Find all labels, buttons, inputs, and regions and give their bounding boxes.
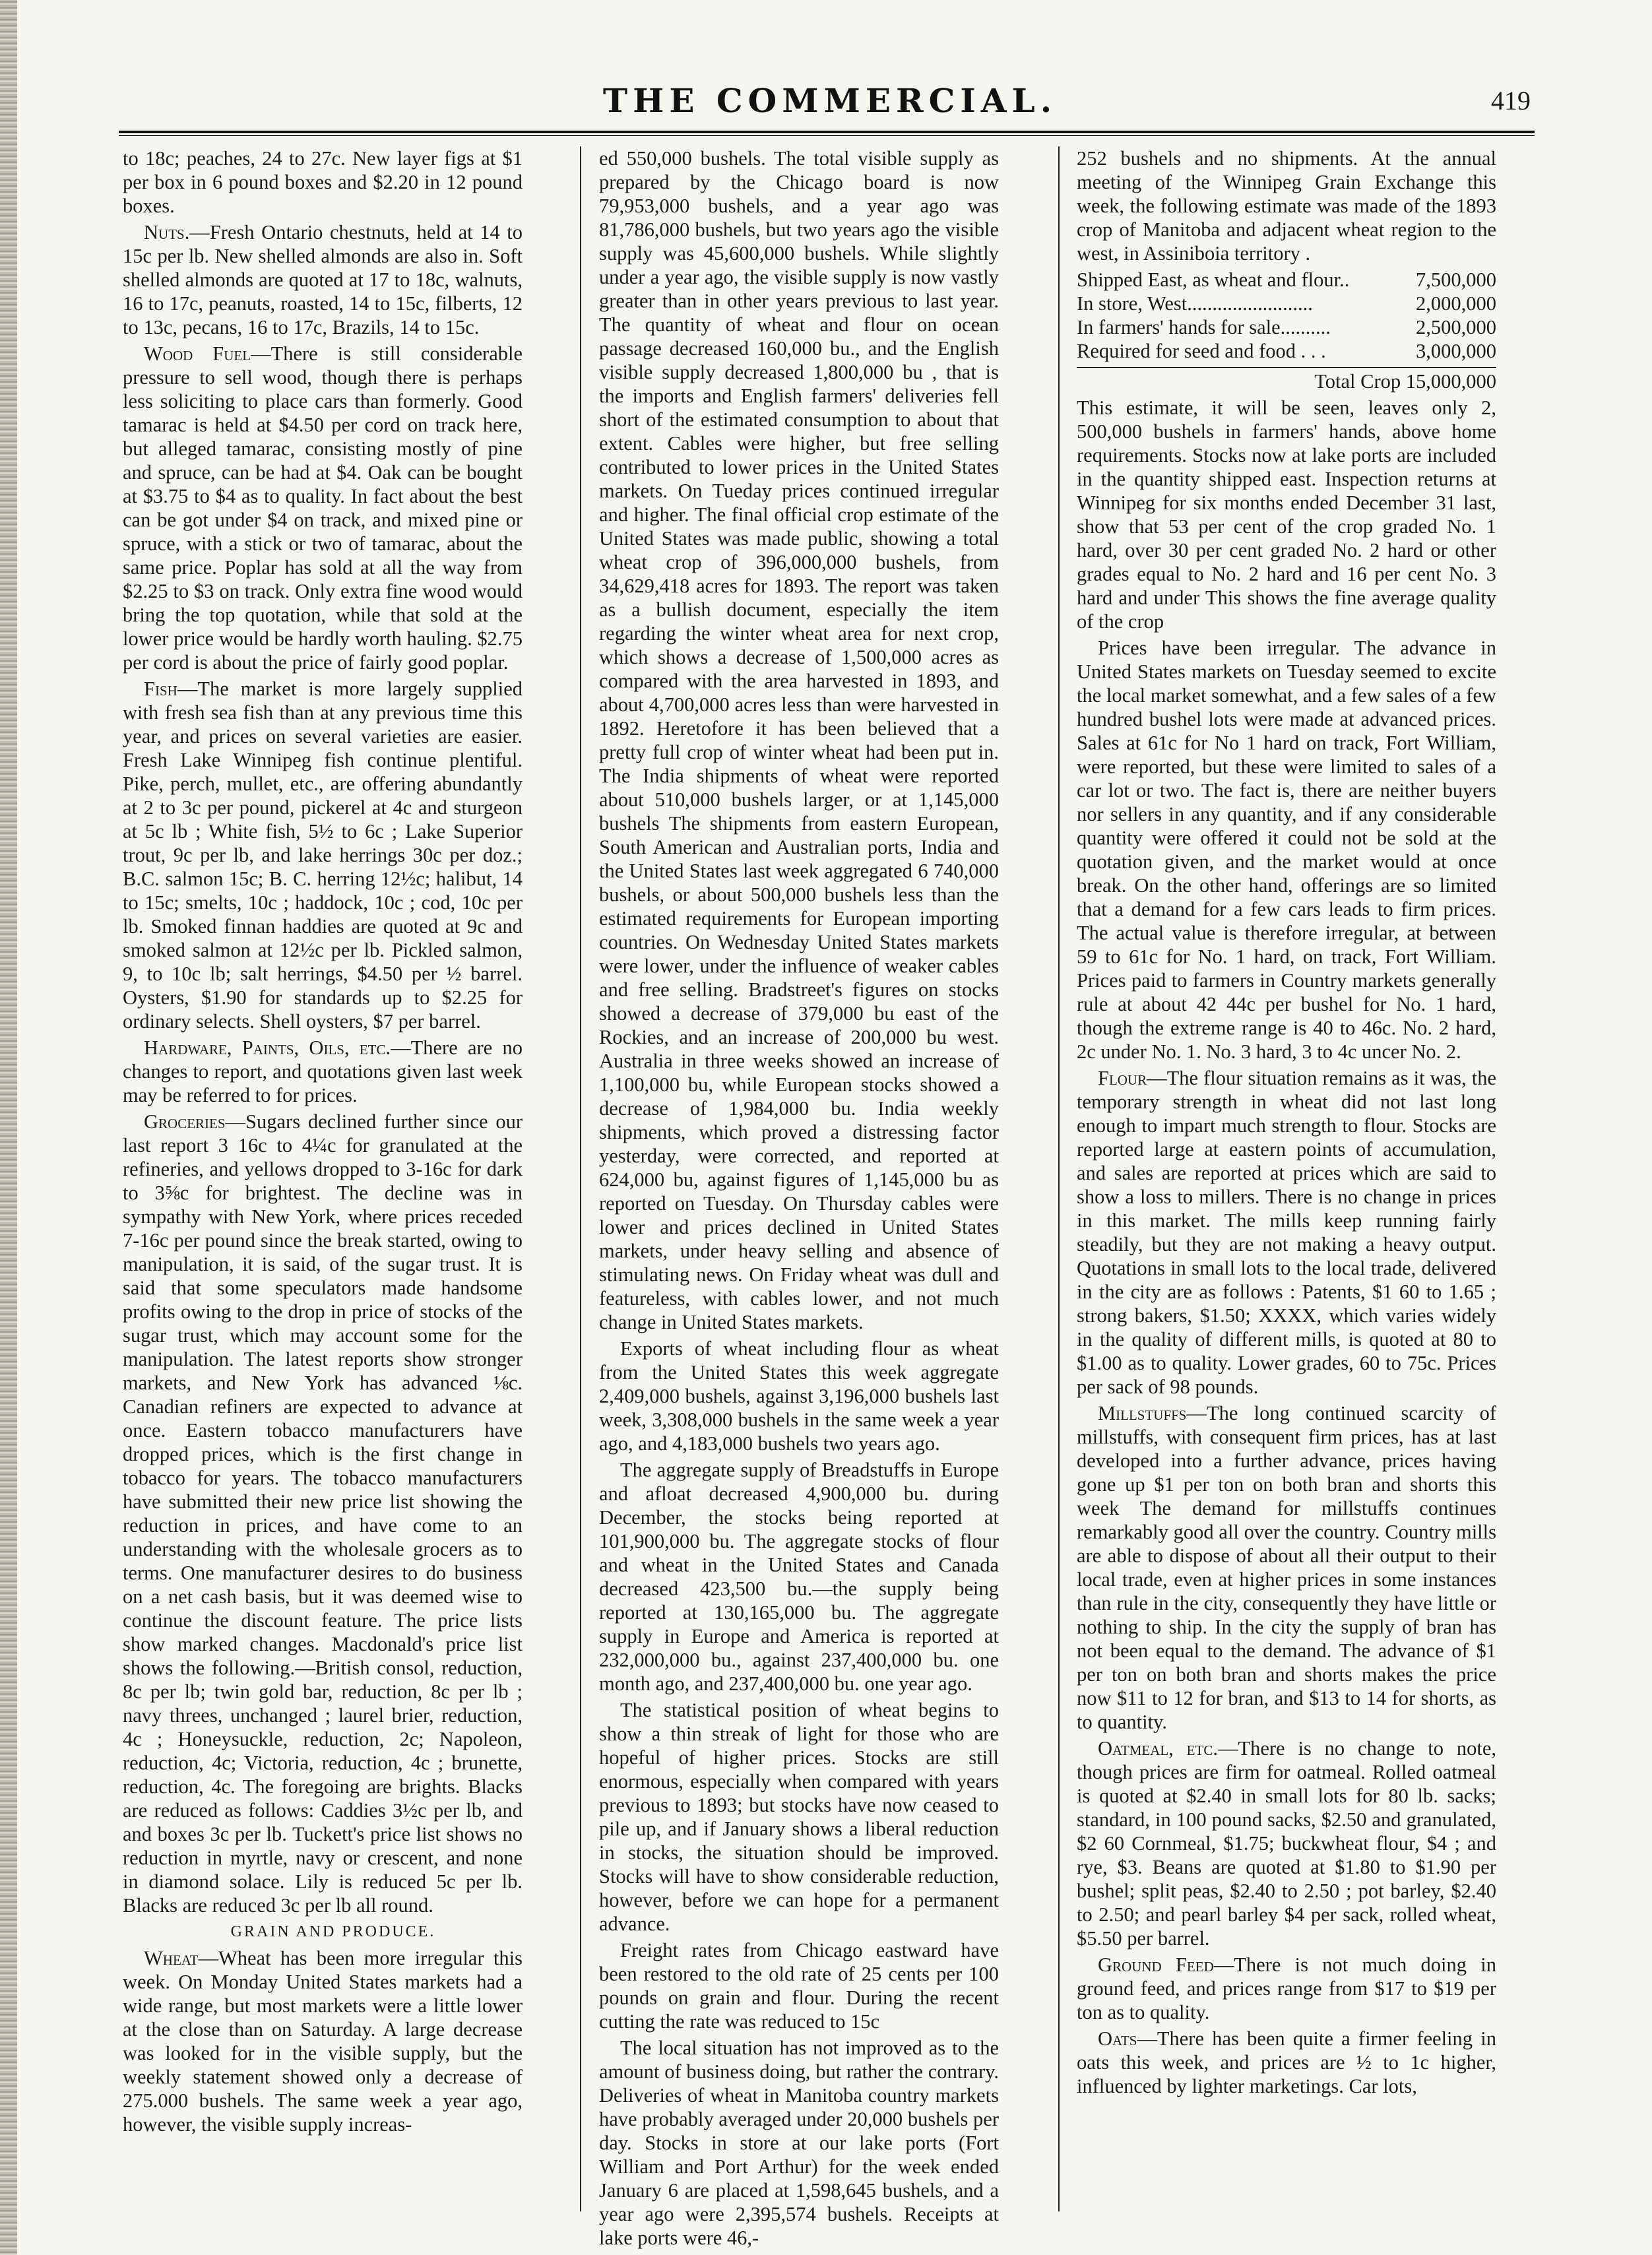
masthead-rule bbox=[119, 131, 1535, 136]
paragraph-statistical: The statistical position of wheat begins to show a thin streak of light for those who are hopeful of higher prices. Stocks are still enormous, especially when compared with years previous to 1893; but stocks have now ceased to pile up, and if January shows a liberal reduction in stocks, the situation should be improved. Stocks will have to show considerable reduction, however, before we can hope for a permanent advance. bbox=[599, 1699, 999, 1935]
paragraph-lead: Fish bbox=[144, 678, 177, 700]
paragraph-lead: Oats bbox=[1098, 2027, 1137, 2050]
crop-total: Total Crop 15,000,000 bbox=[1077, 367, 1496, 393]
paragraph-fish: Fish—The market is more largely supplied with fresh sea fish than at any previous time this year, and prices on several varieties are easier. Fresh Lake Winnipeg fish continue plentiful. Pike, perch, mullet, etc., are offering abundantly at 2 to 3c per pound, pickerel at 4c and sturgeon at 5c lb ; White fish, 5½ to 6c ; Lake Superior trout, 9c per lb, and lake herrings 30c per doz.; B.C. salmon 15c; B. C. herring 12½c; halibut, 14 to 15c; smelts, 10c ; haddock, 10c ; cod, 10c per lb. Smoked finnan haddies are quoted at 9c and smoked salmon at 12½c per lb. Pickled salmon, 9, to 10c lb; salt herrings, $4.50 per ½ barrel. Oysters, $1.90 for standards up to $2.25 for ordinary selects. Shell oysters, $7 per barrel. bbox=[123, 678, 523, 1032]
paragraph-lead: Hardware, Paints, Oils, etc. bbox=[144, 1036, 391, 1059]
paragraph-freight: Freight rates from Chicago eastward have been restored to the old rate of 25 cents per 100 pounds on grain and flour. During the recent cutting the rate was reduced to 15c bbox=[599, 1939, 999, 2033]
column-2 bbox=[599, 146, 999, 2249]
column-1 bbox=[123, 146, 523, 2218]
page-number: 419 bbox=[1491, 86, 1531, 115]
section-heading: GRAIN AND PRODUCE. bbox=[230, 1923, 436, 1940]
paragraph-lead: Millstuffs bbox=[1098, 1402, 1187, 1424]
column-divider bbox=[580, 146, 581, 2211]
paragraph-lead: Wheat bbox=[144, 1947, 199, 1969]
table-row bbox=[1077, 339, 1496, 363]
row-label: Required for seed and food . . . bbox=[1077, 340, 1326, 362]
row-value: 7,500,000 bbox=[1416, 269, 1496, 291]
page-binding-edge bbox=[0, 0, 17, 2255]
row-value: 2,000,000 bbox=[1416, 292, 1496, 315]
paragraph-prices: Prices have been irregular. The advance in United States markets on Tuesday seemed to excite the local market somewhat, and a few sales of a few hundred bushel lots were made at advanced prices. Sales at 61c for No 1 hard on track, Fort William, were reported, but these were limited to sales of a car lot or two. The fact is, there are neither buyers nor sellers in any quantity, and if any considerable quantity were offered it could not be sold at the quotation given, and the market would at once break. On the other hand, offerings are so limited that a demand for a few cars leads to firm prices. The actual value is therefore irregular, at between 59 to 61c for No. 1 hard, on track, Fort William. Prices paid to farmers in Country markets generally rule at about 42 44c per bushel for No. 1 hard, though the extreme range is 40 to 46c. No. 2 hard, 2c under No. 1. No. 3 hard, 3 to 4c uncer No. 2. bbox=[1077, 637, 1497, 1063]
table-row bbox=[1077, 315, 1496, 339]
paragraph-millstuffs: Millstuffs—The long continued scarcity of millstuffs, with consequent firm prices, has at last developed into a further advance, prices having gone up $1 per ton on both bran and shorts this week The demand for millstuffs continues remarkably good all over the country. Country mills are able to dispose of about all their output to their local trade, even at higher prices in some instances than rule in the city, consequently they have little or nothing to ship. In the city the supply of bran has not been equal to the demand. The advance of $1 per ton on both bran and shorts makes the price now $11 to 12 for bran, and $13 to 14 for shorts, as to quantity. bbox=[1077, 1402, 1496, 1733]
paragraph-lead: Oatmeal, etc. bbox=[1098, 1737, 1218, 1760]
row-label: In store, West......................... bbox=[1077, 292, 1313, 315]
paragraph-wheat: Wheat—Wheat has been more irregular this week. On Monday United States markets had a wide range, but most markets were a little lower at the close than on Saturday. A large decrease was looked for in the visible supply, but the weekly statement showed only a decrease of 275.000 bushels. The same week a year ago, however, the visible supply increas- bbox=[123, 1947, 523, 2136]
paragraph-flour: Flour—The flour situation remains as it was, the temporary strength in wheat did not last long enough to impart much strength to flour. Stocks are reported large at eastern points of accumulation, and sales are reported at prices which are said to show a loss to millers. There is no change in prices in this market. The mills keep running fairly steadily, but they are not making a heavy output. Quotations in small lots to the local trade, delivered in the city are as follows : Patents, $1 60 to 1.65 ; strong bakers, $1.50; XXXX, which varies widely in the quality of different mills, is quoted at 80 to $1.00 as to quality. Lower grades, 60 to 75c. Prices per sack of 98 pounds. bbox=[1077, 1067, 1496, 1398]
row-value: 3,000,000 bbox=[1416, 340, 1496, 362]
paragraph: ed 550,000 bushels. The total visible supply as prepared by the Chicago board is now 79,953,000 bushels, and a year ago was 81,786,000 bushels, but two years ago the visible supply was 45,600,000 bushels. While slightly under a year ago, the visible supply is now vastly greater than in other years previous to last year. The quantity of wheat and flour on ocean passage decreased 160,000 bu., and the English visible supply decreased 1,800,000 bu , that is the imports and English farmers' deliveries fell short of the estimated consumption to about that extent. Cables were higher, but free selling contributed to lower prices in the United States markets. On Tueday prices continued irregular and higher. The final official crop estimate of the United States was made public, showing a total wheat crop of 396,000,000 bushels, from 34,629,418 acres for 1893. The report was taken as a bullish document, especially the item regarding the winter wheat area for next crop, which shows a decrease of 1,500,000 acres as compared with the area harvested in 1893, and about 4,700,000 acres less than were harvested in 1892. Heretofore it has been believed that a pretty full crop of winter wheat had been put in. The India shipments of wheat were reported about 510,000 bushels larger, or at 1,145,000 bushels The shipments from eastern European, South American and Australian ports, India and the United States last week aggregated 6 740,000 bushels, or about 500,000 bushels less than the estimated requirements for European importing countries. On Wednesday United States markets were lower, under the influence of weaker cables and free selling. Bradstreet's figures on stocks showed a decrease of 379,000 bu east of the Rockies, and an increase of 200,000 bu west. Australia in three weeks showed an increase of 1,100,000 bu, while European stocks showed a decrease of 1,984,000 bu. India weekly shipments, which proved a distressing factor yesterday, were corrected, and reported at 624,000 bu, against figures of 1,145,000 bu as reported on Tuesday. On Thursday cables were lower and prices declined in United States markets, under heavy selling and absence of stimulating news. On Friday wheat was dull and featureless, with cables lower, and not much change in United States markets. bbox=[599, 147, 999, 1333]
row-label: Shipped East, as wheat and flour.. bbox=[1077, 269, 1350, 291]
paragraph-hardware: Hardware, Paints, Oils, etc.—There are no changes to report, and quotations given last week may be referred to for prices. bbox=[123, 1036, 523, 1106]
column-divider bbox=[1058, 146, 1060, 2211]
paragraph-lead: Ground Feed bbox=[1098, 1953, 1214, 1976]
paragraph-exports: Exports of wheat including flour as wheat from the United States this week aggregate 2,409,000 bushels, against 3,196,000 bushels last week, 3,308,000 bushels in the same week a year ago, and 4,183,000 bushels two years ago. bbox=[599, 1337, 999, 1455]
crop-estimate-table bbox=[1077, 268, 1496, 363]
table-row bbox=[1077, 292, 1496, 315]
row-label: In farmers' hands for sale.......... bbox=[1077, 316, 1331, 338]
paragraph-breadstuffs: The aggregate supply of Breadstuffs in Europe and afloat decreased 4,900,000 bu. during December, the stocks being reported at 101,900,000 bu. The aggregate stocks of flour and wheat in the United States and Canada decreased 423,500 bu.—the supply being reported at 130,165,000 bu. The aggregate supply in Europe and America is reported at 232,000,000 bu., against 237,400,000 bu. one month ago, and 237,400,000 bu. one year ago. bbox=[599, 1459, 999, 1695]
table-row bbox=[1077, 268, 1496, 292]
paragraph-lead: Nuts. bbox=[144, 221, 190, 243]
paragraph-oatmeal: Oatmeal, etc.—There is no change to note, though prices are firm for oatmeal. Rolled oatmeal is quoted at $2.40 in small lots for 80 lb. sacks; standard, in 100 pound sacks, $2.50 and granulated, $2 60 Cornmeal, $1.75; buckwheat flour, $4 ; and rye, $3. Beans are quoted at $1.80 to $1.90 per bushel; split peas, $2.40 to 2.50 ; pot barley, $2.40 to 2.50; and pearl barley $4 per sack, rolled wheat, $5.50 per barrel. bbox=[1077, 1737, 1496, 1950]
row-value: 2,500,000 bbox=[1416, 316, 1496, 338]
paragraph-lead: Flour bbox=[1098, 1067, 1147, 1089]
column-3 bbox=[1077, 146, 1496, 2218]
paragraph-nuts: Nuts.—Fresh Ontario chestnuts, held at 14 to 15c per lb. New shelled almonds are also in. Soft shelled almonds are quoted at 17 to 18c, walnuts, 16 to 17c, peanuts, roasted, 14 to 15c, filberts, 12 to 13c, pecans, 16 to 17c, Brazils, 14 to 15c. bbox=[123, 221, 523, 338]
paragraph-wood-fuel: Wood Fuel—There is still considerable pressure to sell wood, though there is perhaps less soliciting to place cars than formerly. Good tamarac is held at $4.50 per cord on track here, but alleged tamarac, consisting mostly of pine and spruce, can be had at $4. Oak can be bought at $3.75 to $4 as to quality. In fact about the best can be got under $4 on track, and mixed pine or spruce, with a stick or two of tamarac, about the same price. Poplar has sold at all the way from $2.25 to $3 on track. Only extra fine wood would bring the top quotation, while that sold at the lower price would be hardly worth hauling. $2.75 per cord is about the price of fairly good poplar. bbox=[123, 342, 523, 674]
publication-title: THE COMMERCIAL. bbox=[602, 81, 1058, 120]
paragraph-ground-feed: Ground Feed—There is not much doing in ground feed, and prices range from $17 to $19 per ton as to quality. bbox=[1077, 1953, 1496, 2023]
paragraph-lead: Wood Fuel bbox=[144, 342, 251, 365]
paragraph: to 18c; peaches, 24 to 27c. New layer figs at $1 per box in 6 pound boxes and $2.20 in 12 pound boxes. bbox=[123, 147, 523, 217]
paragraph-groceries: Groceries—Sugars declined further since our last report 3 16c to 4¼c for granulated at the refineries, and yellows dropped to 3-16c for dark to 3⅝c for brightest. The decline was in sympathy with New York, where prices receded 7-16c per pound since the break started, owing to manipulation, it is said, of the sugar trust. It is said that some speculators made handsome profits owing to the drop in price of stocks of the sugar trust, which may account some for the manipulation. The latest reports show stronger markets, and New York has advanced ⅛c. Canadian refiners are expected to advance at once. Eastern tobacco manufacturers have dropped prices, which is the first change in tobacco for years. The tobacco manufacturers have submitted their new price list showing the reduction in prices, and have come to an understanding with the wholesale grocers as to terms. One manufacturer desires to do business on a net cash basis, but it was deemed wise to continue the discount feature. The price lists show marked changes. Macdonald's price list shows the following.—British consol, reduction, 8c per lb; twin gold bar, reduction, 8c per lb ; navy threes, unchanged ; laurel brier, reduction, 4c ; Honeysuckle, reduction, 2c; Napoleon, reduction, 4c; Victoria, reduction, 4c ; brunette, reduction, 4c. The foregoing are brights. Blacks are reduced as follows: Caddies 3½c per lb, and and boxes 3c per lb. Tuckett's price list shows no reduction in myrtle, navy or crescent, and none in diamond solace. Lily is reduced 5c per lb. Blacks are reduced 3c per lb all round. bbox=[123, 1110, 523, 1917]
masthead bbox=[129, 78, 1531, 124]
paragraph: 252 bushels and no shipments. At the annual meeting of the Winnipeg Grain Exchange this week, the following estimate was made of the 1893 crop of Manitoba and adjacent wheat region to the west, in Assiniboia territory . bbox=[1077, 147, 1496, 265]
paragraph-local: The local situation has not improved as to the amount of business doing, but rather the contrary. Deliveries of wheat in Manitoba country markets have probably averaged under 20,000 bushels per day. Stocks in store at our lake ports (Fort William and Port Arthur) for the week ended January 6 are placed at 1,598,645 bushels, and a year ago were 2,395,574 bushels. Receipts at lake ports were 46,- bbox=[599, 2037, 999, 2249]
paragraph: This estimate, it will be seen, leaves only 2, 500,000 bushels in farmers' hands, above home requirements. Stocks now at lake ports are included in the quantity shipped east. Inspection returns at Winnipeg for six months ended December 31 last, show that 53 per cent of the crop graded No. 1 hard, over 30 per cent graded No. 2 hard or other grades equal to No. 2 hard and 16 per cent No. 3 hard and under This shows the fine average quality of the crop bbox=[1077, 397, 1496, 633]
paragraph-oats: Oats—There has been quite a firmer feeling in oats this week, and prices are ½ to 1c higher, influenced by lighter marketings. Car lots, bbox=[1077, 2027, 1496, 2097]
paragraph-lead: Groceries bbox=[144, 1110, 226, 1133]
